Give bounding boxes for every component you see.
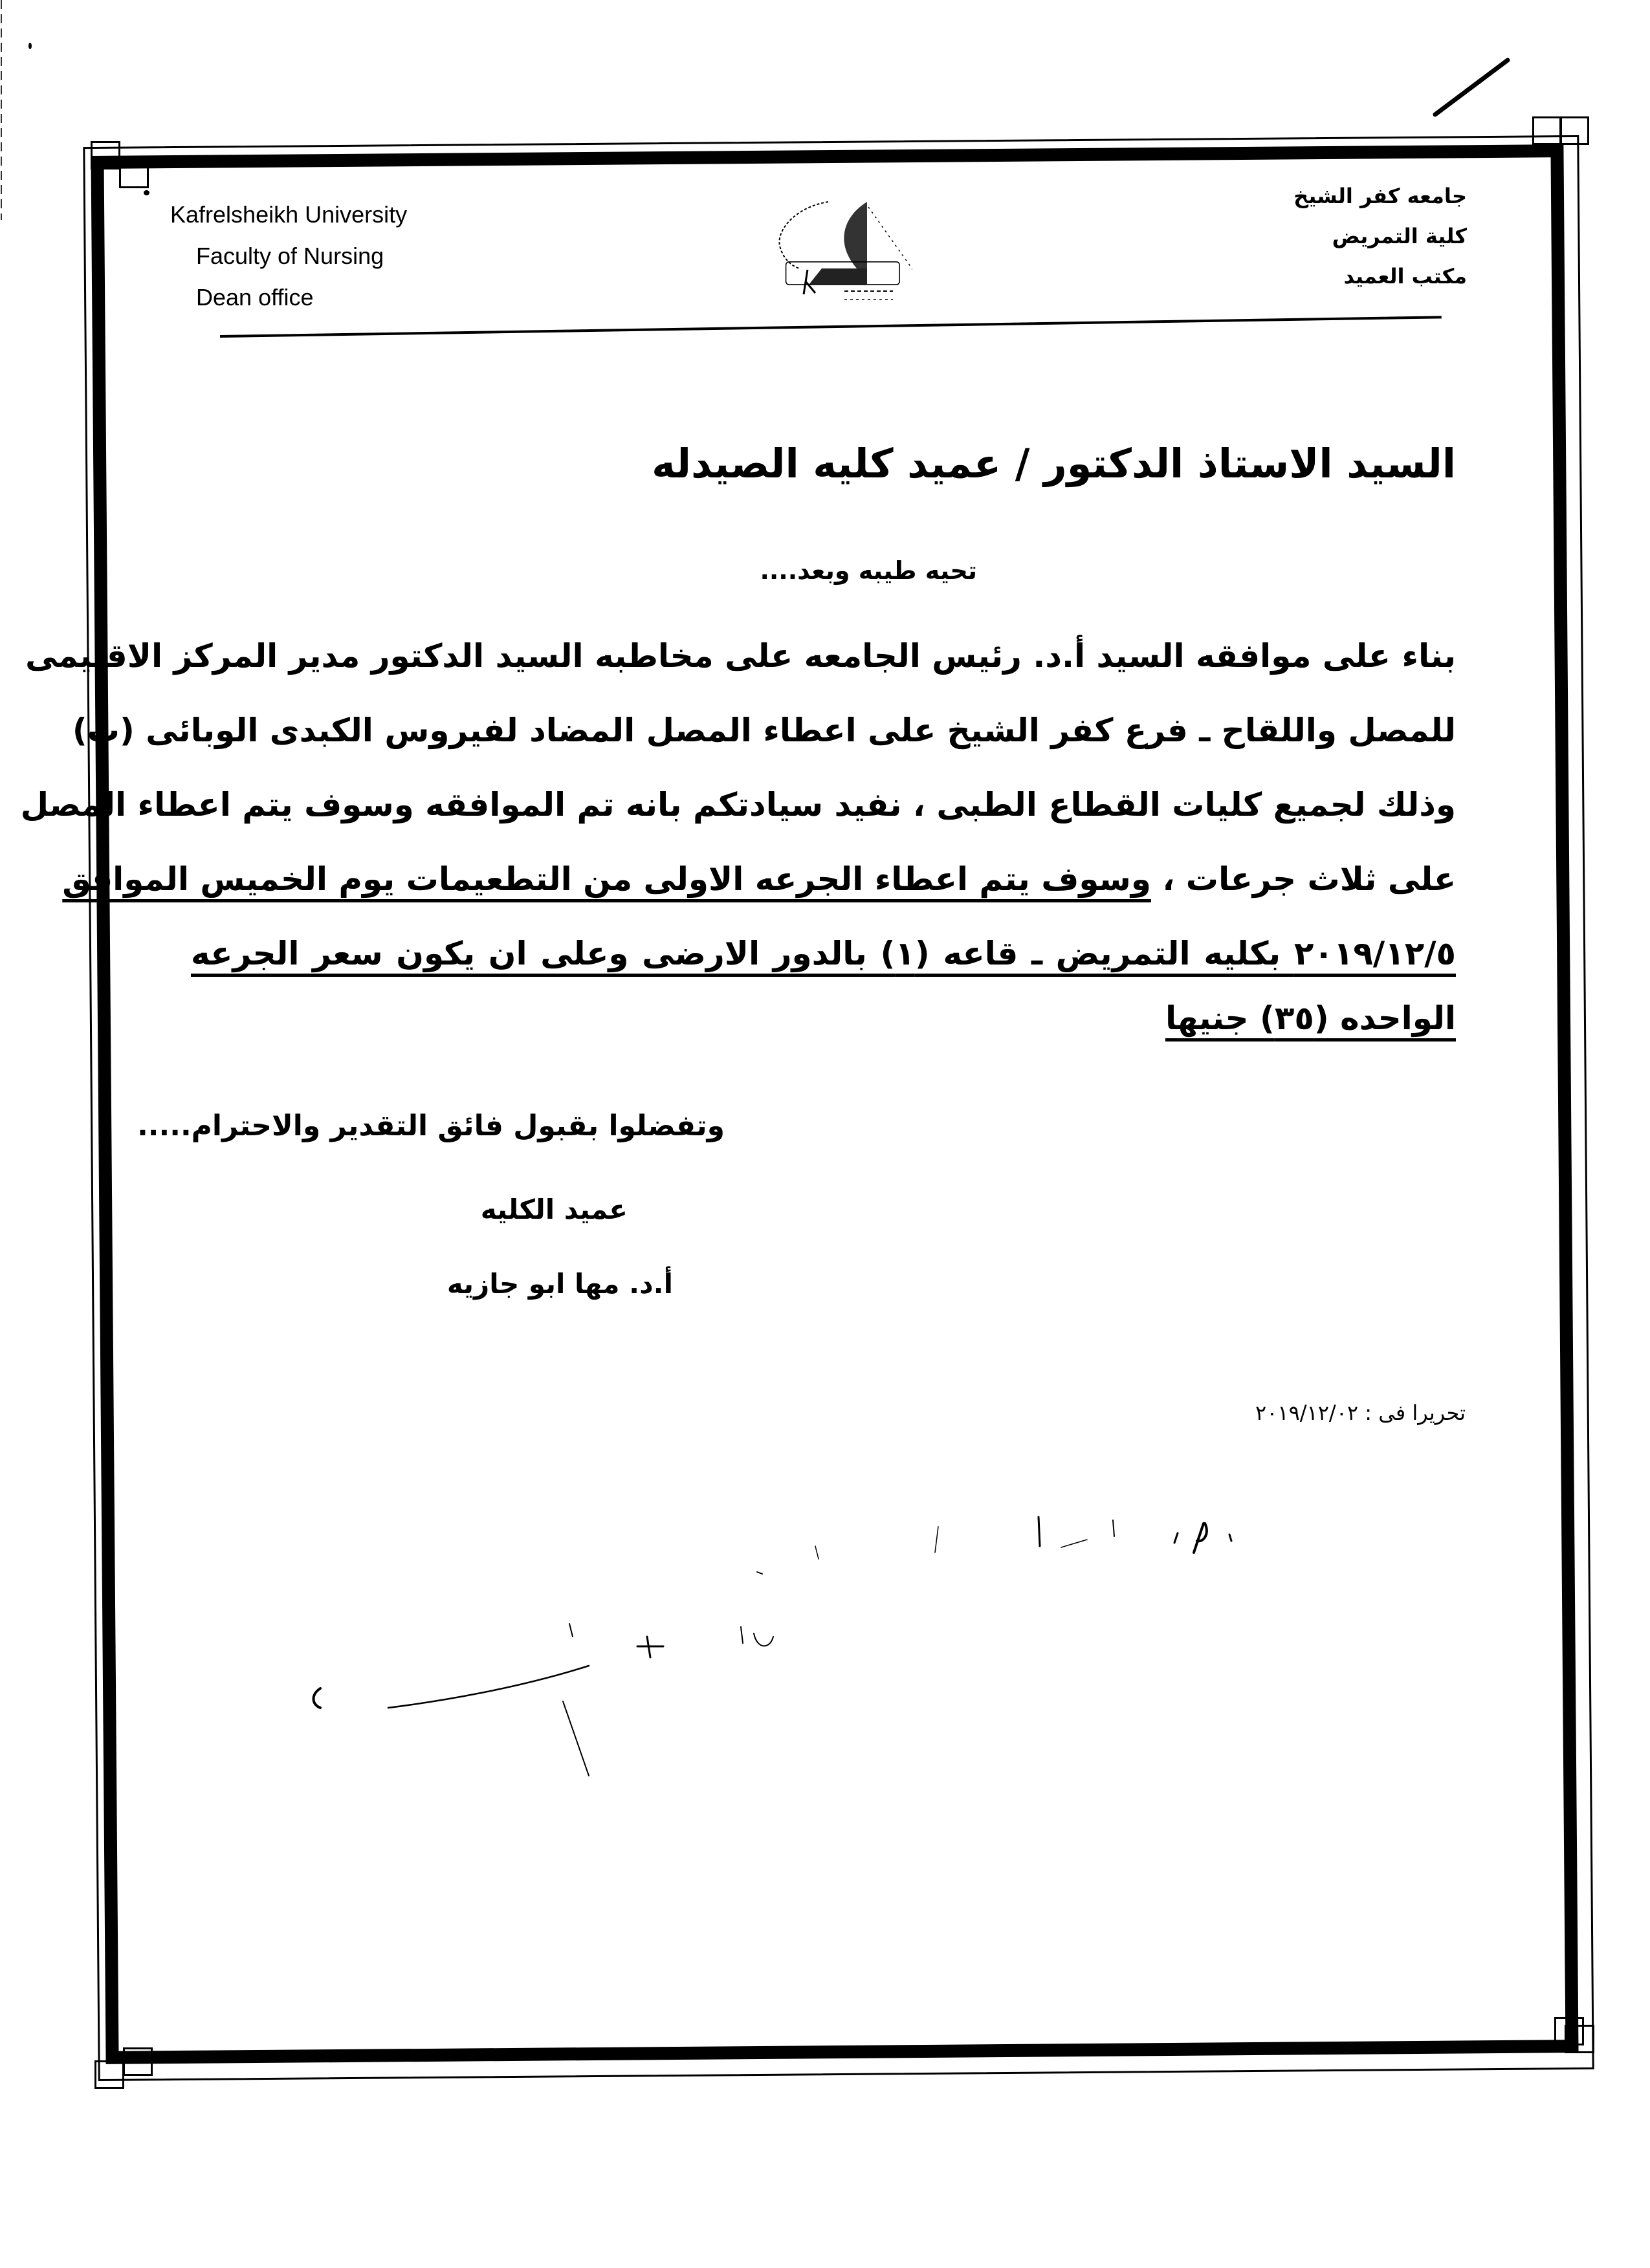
- body-line: [20, 786, 1456, 823]
- signatory-title: عميد الكليه: [480, 1194, 628, 1225]
- handwritten-signature-icon: [259, 1488, 1359, 1908]
- issue-date: تحريرا فى : ٢٠١٩/١٢/٠٢: [1255, 1401, 1466, 1425]
- addressee: السيد الاستاذ الدكتور / عميد كليه الصيدله: [652, 440, 1456, 487]
- university-name-ar: جامعه كفر الشيخ: [1293, 184, 1467, 208]
- pen-stroke-icon: [1430, 55, 1521, 120]
- closing-remark: وتفضلوا بقبول فائق التقدير والاحترام.....: [137, 1109, 725, 1142]
- corner-ornament-top-right: [1559, 116, 1589, 145]
- body-line: [62, 860, 1456, 898]
- faculty-name-en: Faculty of Nursing: [196, 243, 384, 269]
- underlined-text: الواحده (٣٥) جنيها: [1165, 999, 1456, 1037]
- signatory-name: أ.د. مها ابو جازيه: [446, 1268, 673, 1300]
- greeting: تحيه طيبه وبعد....: [760, 556, 977, 585]
- scan-speck: [28, 43, 32, 49]
- body-line: [25, 637, 1456, 675]
- faculty-logo-sail-icon: [751, 181, 912, 304]
- corner-ornament-bottom-left: [94, 2060, 124, 2089]
- letterhead-english: [170, 194, 407, 318]
- corner-ornament-bottom-right: [1565, 2025, 1594, 2053]
- corner-ornament-top-right: [1532, 116, 1562, 145]
- university-name-en: Kafrelsheikh University: [170, 201, 408, 228]
- faculty-name-ar: كلية التمريض: [1332, 224, 1467, 248]
- office-name-en: Dean office: [196, 284, 314, 311]
- body-line: [191, 935, 1456, 972]
- letterhead-arabic: [1293, 176, 1467, 296]
- body-text: على ثلاث جرعات ،: [1150, 860, 1456, 898]
- corner-ornament-bottom-left: [123, 2047, 153, 2076]
- corner-ornament-top-left: [119, 160, 149, 188]
- body-line: [1165, 999, 1456, 1037]
- corner-ornament-top-left: [91, 141, 120, 169]
- body-text: وذلك لجميع كليات القطاع الطبى ، نفيد سيادتكم بانه تم الموافقه وسوف يتم اعطاء المصل: [20, 786, 1456, 823]
- underlined-text: ٢٠١٩/١٢/٥ بكليه التمريض ـ قاعه (١) بالدور الارضى وعلى ان يكون سعر الجرعه: [191, 935, 1456, 972]
- scan-edge-artifact: [1, 0, 2, 220]
- underlined-text: وسوف يتم اعطاء الجرعه الاولى من التطعيمات يوم الخميس الموافق: [62, 860, 1151, 898]
- body-text: للمصل واللقاح ـ فرع كفر الشيخ على اعطاء المصل المضاد لفيروس الكبدى الوبائى (ب): [72, 712, 1456, 749]
- body-text: بناء على موافقه السيد أ.د. رئيس الجامعه على مخاطبه السيد الدكتور مدير المركز الاقليمى: [25, 637, 1456, 675]
- body-line: [72, 712, 1456, 749]
- office-name-ar: مكتب العميد: [1343, 264, 1467, 289]
